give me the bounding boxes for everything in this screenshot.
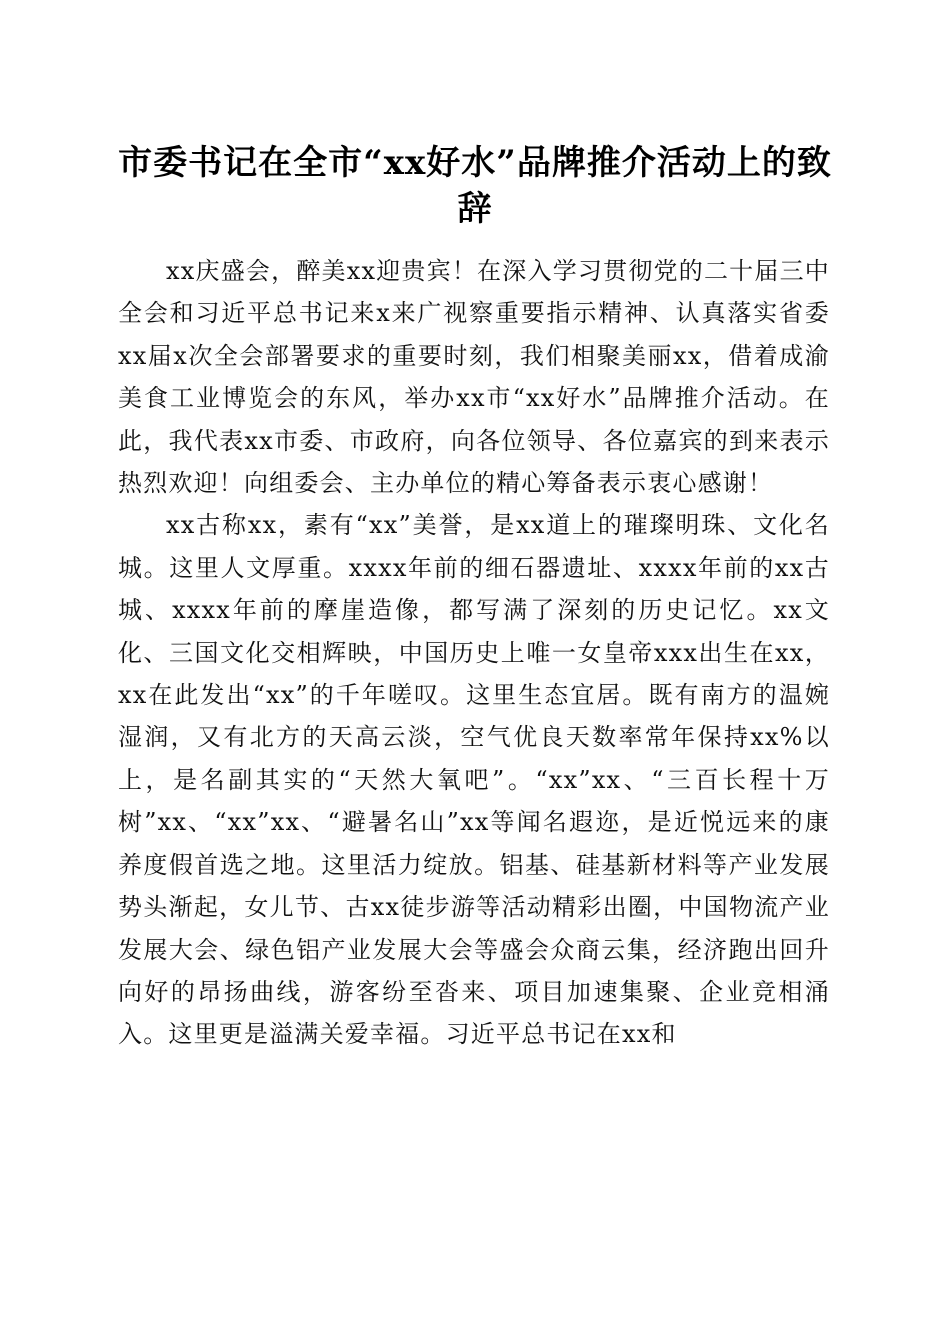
paragraph: xx古称xx，素有“xx”美誉，是xx道上的璀璨明珠、文化名城。这里人文厚重。xxxx年前的细石器遗址、xxxx年前的xx古城、xxxx年前的摩崖造像，都写满了深刻的历史记忆。xx文化、三国文化交相辉映，中国历史上唯一女皇帝xxx出生在xx，xx在此发出“xx”的千年嗟叹。这里生态宜居。既有南方的温婉湿润，又有北方的天高云淡，空气优良天数率常年保持xx%以上，是名副其实的“天然大氧吧”。“xx”xx、“三百长程十万树”xx、“xx”xx、“避暑名山”xx等闻名遐迩，是近悦远来的康养度假首选之地。这里活力绽放。铝基、硅基新材料等产业发展势头渐起，女儿节、古xx徒步游等活动精彩出圈，中国物流产业发展大会、绿色铝产业发展大会等盛会众商云集，经济跑出回升向好的昂扬曲线，游客纷至沓来、项目加速集聚、企业竞相涌入。这里更是溢满关爱幸福。习近平总书记在xx和 — [118, 511, 830, 1049]
paragraph: xx庆盛会，醉美xx迎贵宾！在深入学习贯彻党的二十届三中全会和习近平总书记来x来广视察重要指示精神、认真落实省委xx届x次全会部署要求的重要时刻，我们相聚美丽xx，借着成渝美食工业博览会的东风，举办xx市“xx好水”品牌推介活动。在此，我代表xx市委、市政府，向各位领导、各位嘉宾的到来表示热烈欢迎！向组委会、主办单位的精心筹备表示衷心感谢！ — [118, 257, 830, 498]
document-title: 市委书记在全市“xx好水”品牌推介活动上的致辞 — [118, 143, 832, 229]
document-body — [118, 250, 830, 1056]
